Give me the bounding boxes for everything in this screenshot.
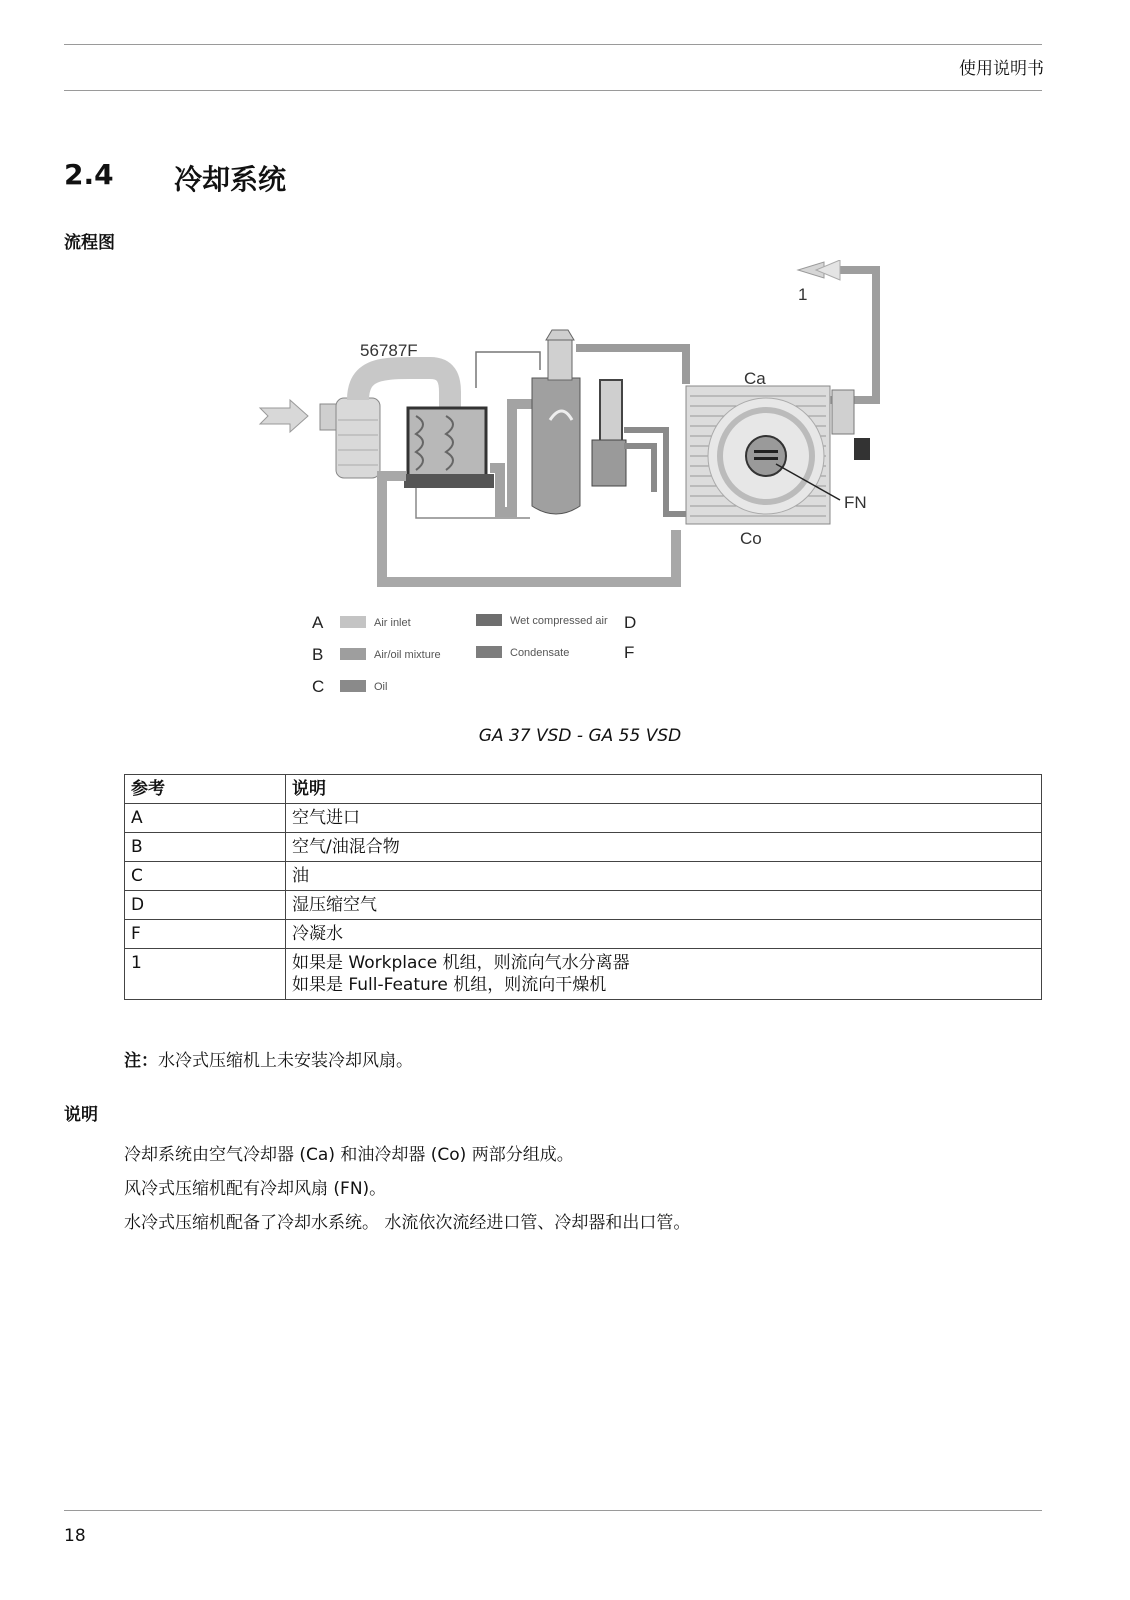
legend-swatch-c <box>340 680 366 692</box>
section-number: 2.4 <box>64 158 114 191</box>
legend-text-c: Oil <box>374 681 388 693</box>
table-cell-desc: 空气进口 <box>286 804 1042 833</box>
note <box>124 1046 413 1071</box>
diagram-caption: GA 37 VSD - GA 55 VSD <box>478 726 682 746</box>
cooling-fan-icon <box>708 398 824 514</box>
table-row <box>125 920 1042 949</box>
legend-letter-a: A <box>312 613 324 632</box>
cooling-flow-diagram <box>250 260 910 760</box>
note-text: 水冷式压缩机上未安装冷却风扇。 <box>158 1051 413 1071</box>
description-heading: 说明 <box>64 1105 98 1125</box>
outlet-arrow-icon <box>798 260 840 280</box>
table-cell-line: 如果是 Workplace 机组，则流向气水分离器 <box>292 953 630 973</box>
description-paragraph: 风冷式压缩机配有冷却风扇 (FN)。 <box>124 1179 387 1199</box>
table-cell-desc: 油 <box>286 862 1042 891</box>
air-inlet-arrow-icon <box>260 400 308 432</box>
table-cell-desc <box>286 949 1042 1000</box>
oil-separator-vessel <box>532 330 580 514</box>
table-cell-ref: A <box>125 804 286 833</box>
legend-swatch-d <box>476 614 502 626</box>
legend-text-f: Condensate <box>510 647 570 659</box>
table-cell-ref: C <box>125 862 286 891</box>
table-row <box>125 891 1042 920</box>
oil-cooler-label: Co <box>740 529 762 548</box>
fan-label: FN <box>844 493 867 512</box>
diagram-code-label: 56787F <box>360 341 418 360</box>
legend-text-a: Air inlet <box>374 617 411 629</box>
oil-filter <box>592 380 626 486</box>
table-row <box>125 862 1042 891</box>
legend-swatch-f <box>476 646 502 658</box>
table-cell-desc: 空气/油混合物 <box>286 833 1042 862</box>
legend-swatch-b <box>340 648 366 660</box>
table-cell-ref: D <box>125 891 286 920</box>
legend-letter-f: F <box>624 643 635 662</box>
outlet-label: 1 <box>798 285 808 304</box>
reference-table <box>124 774 1042 1000</box>
table-cell-desc: 冷凝水 <box>286 920 1042 949</box>
header-top-rule <box>64 44 1042 45</box>
page-number: 18 <box>64 1526 86 1546</box>
description-paragraph: 水冷式压缩机配备了冷却水系统。 水流依次流经进口管、冷却器和出口管。 <box>124 1213 691 1233</box>
table-cell-ref: 1 <box>125 949 286 1000</box>
table-row <box>125 833 1042 862</box>
legend-letter-c: C <box>312 677 325 696</box>
flow-heading: 流程图 <box>64 233 115 253</box>
description-paragraph: 冷却系统由空气冷却器 (Ca) 和油冷却器 (Co) 两部分组成。 <box>124 1145 574 1165</box>
table-cell-desc: 湿压缩空气 <box>286 891 1042 920</box>
legend-text-b: Air/oil mixture <box>374 649 441 661</box>
table-header-desc: 说明 <box>286 775 1042 804</box>
footer-rule <box>64 1510 1042 1511</box>
note-prefix: 注： <box>124 1051 158 1071</box>
compressor-element <box>404 408 494 488</box>
table-header-row <box>125 775 1042 804</box>
table-row <box>125 804 1042 833</box>
legend-text-d: Wet compressed air <box>510 615 608 627</box>
diagram-legend <box>312 613 636 696</box>
table-header-ref: 参考 <box>125 775 286 804</box>
table-cell-ref: F <box>125 920 286 949</box>
table-cell-line: 如果是 Full-Feature 机组，则流向干燥机 <box>292 975 607 995</box>
legend-letter-b: B <box>312 645 324 664</box>
header-bottom-rule <box>64 90 1042 91</box>
air-filter <box>320 398 380 478</box>
header-title: 使用说明书 <box>959 59 1044 79</box>
legend-swatch-a <box>340 616 366 628</box>
legend-letter-d: D <box>624 613 637 632</box>
table-cell-ref: B <box>125 833 286 862</box>
air-cooler-label: Ca <box>744 369 766 388</box>
table-row <box>125 949 1042 1000</box>
section-title: 冷却系统 <box>174 163 287 196</box>
